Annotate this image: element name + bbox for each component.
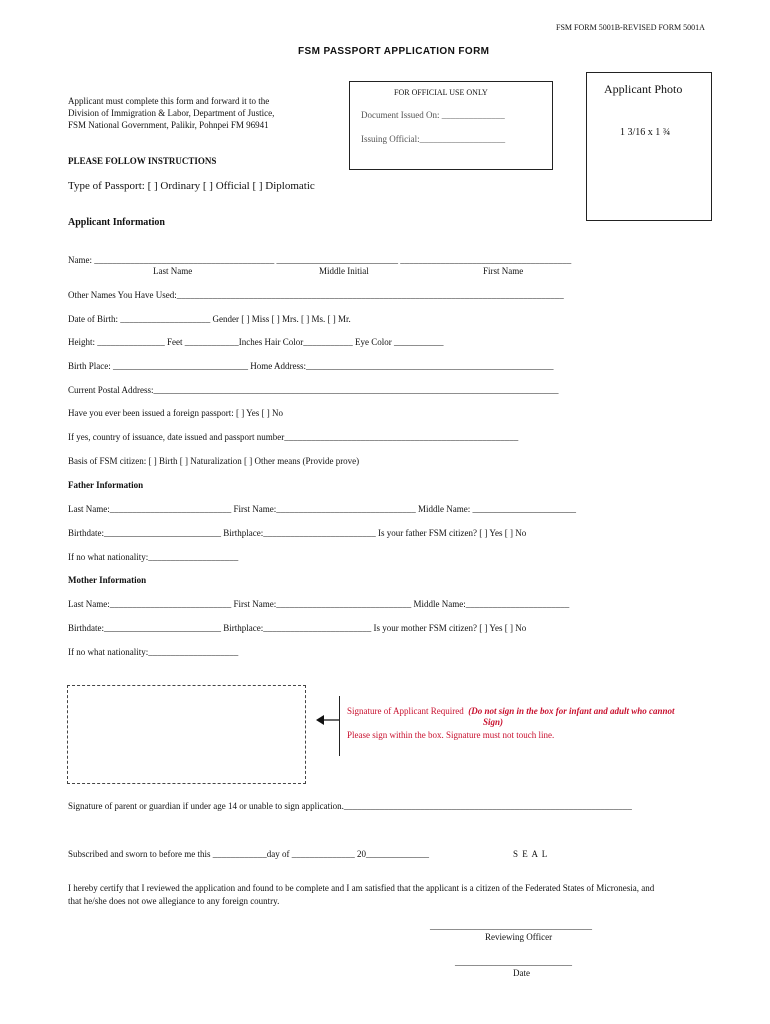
seal-label: S E A L (513, 849, 549, 859)
signature-required-label: Signature of Applicant Required (Do not sign in the box for infant and adult who cannot (347, 706, 675, 716)
issuing-official-field[interactable]: Issuing Official:___________________ (361, 134, 506, 144)
instruction-line-3: FSM National Government, Palikir, Pohnpei FM 96941 (68, 120, 269, 130)
document-issued-field[interactable]: Document Issued On: ______________ (361, 110, 505, 120)
instruction-line-2: Division of Immigration & Labor, Department of Justice, (68, 108, 275, 118)
postal-address-field[interactable]: Current Postal Address:__________________________________________________________________________________________ (68, 385, 559, 395)
guardian-signature-field[interactable]: Signature of parent or guardian if under age 14 or unable to sign application.________________________________________________________________ (68, 801, 632, 811)
birthplace-address-field[interactable]: Birth Place: ______________________________ Home Address:_______________________________________________________ (68, 361, 554, 371)
father-birth-field[interactable]: Birthdate:__________________________ Birthplace:_________________________ Is your father FSM citizen? [ ] Yes [ ] No (68, 528, 527, 538)
page-title: FSM PASSPORT APPLICATION FORM (298, 46, 490, 57)
date-line[interactable]: __________________________ (455, 957, 572, 967)
mother-nationality-field[interactable]: If no what nationality:____________________ (68, 647, 239, 657)
father-nationality-field[interactable]: If no what nationality:____________________ (68, 552, 239, 562)
father-info-heading: Father Information (68, 480, 144, 490)
certify-line-2: that he/she does not owe allegiance to any foreign country. (68, 896, 280, 906)
citizenship-basis-options[interactable]: Basis of FSM citizen: [ ] Birth [ ] Naturalization [ ] Other means (Provide prove) (68, 456, 360, 466)
applicant-photo-box[interactable] (586, 72, 712, 221)
applicant-info-heading: Applicant Information (68, 217, 165, 228)
last-name-label: Last Name (153, 266, 193, 276)
mother-names-field[interactable]: Last Name:___________________________ First Name:______________________________ Middle Name:_______________________ (68, 599, 570, 609)
photo-size: 1 3/16 x 1 ¾ (620, 127, 671, 138)
height-hair-eye-field[interactable]: Height: _______________ Feet ____________Inches Hair Color___________ Eye Color ___________ (68, 337, 444, 347)
signature-box[interactable] (67, 685, 306, 784)
sworn-date-field[interactable]: Subscribed and sworn to before me this ____________day of ______________ 20______________ (68, 849, 429, 859)
reviewing-officer-line[interactable]: ____________________________________ (430, 921, 592, 931)
name-field[interactable]: Name: ________________________________________ ___________________________ ______________________________________ (68, 255, 572, 265)
official-use-box (349, 81, 553, 170)
foreign-passport-details-field[interactable]: If yes, country of issuance, date issued and passport number____________________________________________________ (68, 432, 519, 442)
middle-initial-label: Middle Initial (319, 266, 369, 276)
signature-required-note: Sign) (483, 717, 504, 727)
mother-birth-field[interactable]: Birthdate:__________________________ Birthplace:________________________ Is your mother FSM citizen? [ ] Yes [ ] No (68, 623, 527, 633)
form-number: FSM FORM 5001B-REVISED FORM 5001A (556, 23, 705, 32)
arrow-left-icon (316, 713, 340, 731)
reviewing-officer-label: Reviewing Officer (485, 932, 553, 942)
instruction-line-1: Applicant must complete this form and forward it to the (68, 96, 270, 106)
date-label: Date (513, 968, 530, 978)
official-use-heading: FOR OFFICIAL USE ONLY (394, 88, 488, 97)
father-names-field[interactable]: Last Name:___________________________ First Name:_______________________________ Middle Name: _______________________ (68, 504, 576, 514)
dob-gender-field[interactable]: Date of Birth: ____________________ Gender [ ] Miss [ ] Mrs. [ ] Ms. [ ] Mr. (68, 314, 351, 324)
photo-title: Applicant Photo (604, 82, 683, 96)
signature-divider (339, 696, 340, 756)
certify-line-1: I hereby certify that I reviewed the application and found to be complete and I am satisfied that the applicant is a citizen of the Federated States of Micronesia, and (68, 883, 655, 893)
foreign-passport-question[interactable]: Have you ever been issued a foreign passport: [ ] Yes [ ] No (68, 408, 283, 418)
other-names-field[interactable]: Other Names You Have Used:______________________________________________________________________________________ (68, 290, 564, 300)
mother-info-heading: Mother Information (68, 575, 147, 585)
first-name-label: First Name (483, 266, 524, 276)
follow-instructions: PLEASE FOLLOW INSTRUCTIONS (68, 156, 217, 166)
passport-type-options[interactable]: Type of Passport: [ ] Ordinary [ ] Official [ ] Diplomatic (68, 180, 315, 192)
signature-instruction: Please sign within the box. Signature must not touch line. (347, 730, 555, 740)
